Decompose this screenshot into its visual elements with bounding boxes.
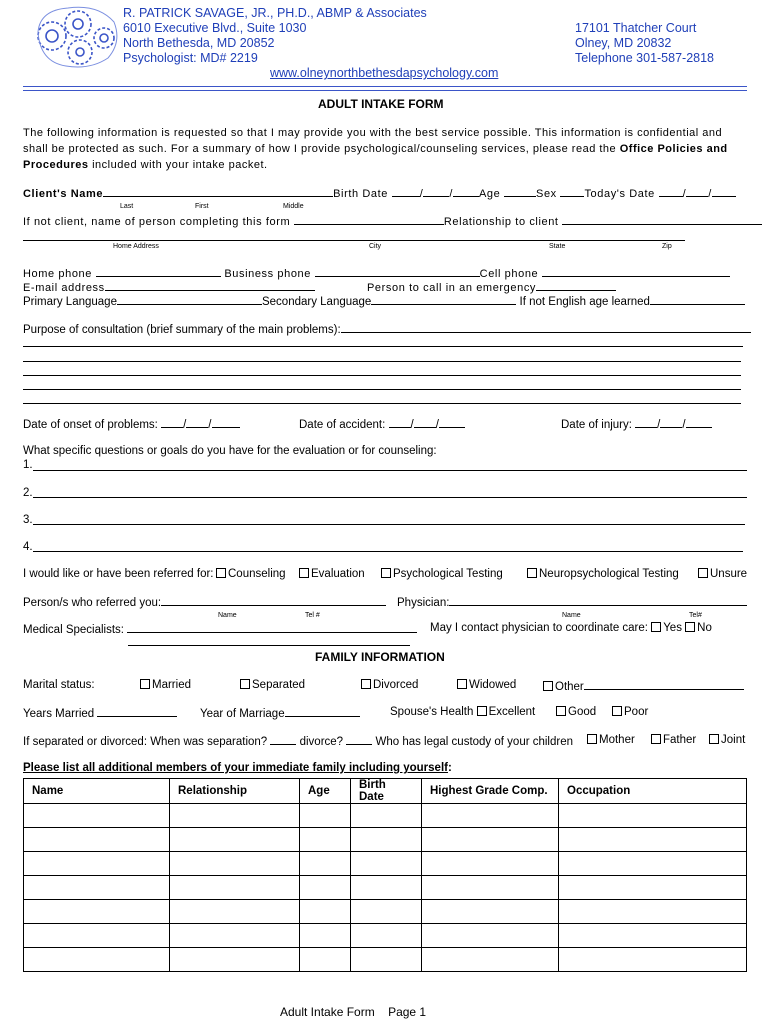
- option-psychological-testing[interactable]: Psychological Testing: [381, 568, 503, 580]
- separation-question: If separated or divorced: When was separation?: [23, 736, 268, 748]
- col-relationship: Relationship: [170, 779, 300, 804]
- sub-first: First: [195, 203, 209, 210]
- referred-by-label: Person/s who referred you:: [23, 597, 162, 609]
- primary-language-label: Primary Language: [23, 296, 117, 308]
- divorce-label: divorce?: [299, 736, 344, 748]
- checkbox-icon[interactable]: [457, 679, 467, 689]
- relationship-label: Relationship to client: [443, 216, 559, 228]
- goal-line-3[interactable]: [33, 524, 745, 525]
- purpose-line-5[interactable]: [23, 403, 741, 404]
- sub-tel: Tel #: [305, 612, 320, 619]
- footer-page-number: Page 1: [388, 1005, 427, 1019]
- checkbox-icon[interactable]: [216, 568, 226, 578]
- checkbox-icon[interactable]: [527, 568, 537, 578]
- table-row[interactable]: [24, 900, 747, 924]
- goal-line-1[interactable]: [33, 470, 747, 471]
- checkbox-icon[interactable]: [709, 734, 719, 744]
- specialists-line-2[interactable]: [128, 645, 410, 646]
- option-poor[interactable]: Poor: [612, 706, 648, 718]
- col-age: Age: [300, 779, 351, 804]
- contact-physician-label: May I contact physician to coordinate care:: [430, 622, 648, 634]
- checkbox-icon[interactable]: [587, 734, 597, 744]
- table-row[interactable]: [24, 804, 747, 828]
- sub-tel-2: Tel#: [689, 612, 702, 619]
- address-line-1: 6010 Executive Blvd., Suite 1030: [123, 21, 307, 35]
- marital-label: Marital status:: [23, 679, 95, 691]
- home-phone-label: Home phone: [23, 268, 92, 280]
- no-option[interactable]: No: [697, 622, 712, 634]
- goal-number-2: 2.: [23, 487, 33, 499]
- checkbox-icon[interactable]: [685, 622, 695, 632]
- custody-label: Who has legal custody of your children: [375, 736, 574, 748]
- checkbox-icon[interactable]: [543, 681, 553, 691]
- sub-home-address: Home Address: [113, 243, 159, 250]
- birth-date-label: Birth Date: [333, 188, 389, 200]
- option-other[interactable]: Other: [543, 679, 744, 693]
- yes-option[interactable]: Yes: [663, 622, 682, 634]
- table-row[interactable]: [24, 948, 747, 972]
- option-mother[interactable]: Mother: [587, 734, 635, 746]
- checkbox-icon[interactable]: [381, 568, 391, 578]
- onset-label: Date of onset of problems:: [23, 419, 158, 431]
- accident-label: Date of accident:: [299, 419, 386, 431]
- footer-form-name: Adult Intake Form: [280, 1005, 375, 1019]
- family-members-table: [23, 778, 747, 972]
- specialists-label: Medical Specialists:: [23, 624, 124, 636]
- emergency-contact-label: Person to call in an emergency: [367, 282, 537, 294]
- clients-name-label: Client's Name: [23, 188, 104, 200]
- sub-zip: Zip: [662, 243, 672, 250]
- table-row[interactable]: [24, 828, 747, 852]
- telephone: Telephone 301-587-2818: [575, 51, 715, 65]
- physician-label: Physician:: [397, 597, 450, 609]
- col-name: Name: [24, 779, 170, 804]
- option-unsure[interactable]: Unsure: [698, 568, 747, 580]
- purpose-label: Purpose of consultation (brief summary of the main problems):: [23, 324, 341, 336]
- option-neuropsychological-testing[interactable]: Neuropsychological Testing: [527, 568, 679, 580]
- sub-middle: Middle: [283, 203, 304, 210]
- goal-number-1: 1.: [23, 459, 33, 471]
- age-learned-label: If not English age learned: [519, 296, 650, 308]
- referral-label: I would like or have been referred for:: [23, 568, 214, 580]
- col-highest-grade: Highest Grade Comp.: [422, 779, 559, 804]
- excellent-option[interactable]: Excellent: [488, 706, 536, 718]
- option-widowed[interactable]: Widowed: [457, 679, 516, 691]
- sub-city: City: [369, 243, 382, 250]
- years-married-label: Years Married: [23, 708, 95, 720]
- address-line[interactable]: [23, 240, 685, 241]
- option-joint[interactable]: Joint: [709, 734, 745, 746]
- table-row[interactable]: [24, 876, 747, 900]
- goal-line-4[interactable]: [33, 551, 743, 552]
- checkbox-icon[interactable]: [612, 706, 622, 716]
- not-client-label: If not client, name of person completing this form: [23, 216, 291, 228]
- injury-label: Date of injury:: [561, 419, 632, 431]
- goal-number-3: 3.: [23, 514, 33, 526]
- checkbox-icon[interactable]: [651, 622, 661, 632]
- business-phone-label: Business phone: [224, 268, 311, 280]
- checkbox-icon[interactable]: [556, 706, 566, 716]
- checkbox-icon[interactable]: [140, 679, 150, 689]
- checkbox-icon[interactable]: [698, 568, 708, 578]
- purpose-line-4[interactable]: [23, 389, 741, 390]
- family-heading: FAMILY INFORMATION: [315, 650, 445, 664]
- option-evaluation[interactable]: Evaluation: [299, 568, 365, 580]
- checkbox-icon[interactable]: [477, 706, 487, 716]
- form-title: ADULT INTAKE FORM: [318, 97, 444, 111]
- intro-paragraph: The following information is requested so that I may provide you with the best service possible. This information is confidential and shall be protected as such. For a summary of how I provide psychological/counseling services, please read the Office Policies and Procedures included with your intake packet.: [23, 127, 728, 171]
- sex-label: Sex: [536, 188, 557, 200]
- goals-label: What specific questions or goals do you have for the evaluation or for counseling:: [23, 445, 437, 457]
- sub-name-2: Name: [562, 612, 581, 619]
- option-good[interactable]: Good: [556, 706, 596, 718]
- option-father[interactable]: Father: [651, 734, 696, 746]
- checkbox-icon[interactable]: [240, 679, 250, 689]
- table-row[interactable]: [24, 852, 747, 876]
- brain-gears-logo: [30, 2, 122, 70]
- table-row[interactable]: [24, 924, 747, 948]
- table-header-row: [24, 779, 747, 804]
- sub-state: State: [549, 243, 566, 250]
- purpose-line-2[interactable]: [23, 361, 741, 362]
- option-married[interactable]: Married: [140, 679, 191, 691]
- sub-last: Last: [120, 203, 134, 210]
- address-line-2: 17101 Thatcher Court: [575, 21, 697, 35]
- purpose-line-3[interactable]: [23, 375, 741, 376]
- license-number: Psychologist: MD# 2219: [123, 51, 258, 65]
- year-of-marriage-label: Year of Marriage: [200, 708, 285, 720]
- secondary-language-label: Secondary Language: [261, 296, 372, 308]
- spouse-health-label: Spouse's Health: [390, 706, 474, 718]
- col-occupation: Occupation: [559, 779, 747, 804]
- goal-number-4: 4.: [23, 541, 33, 553]
- city-state-2: Olney, MD 20832: [575, 36, 672, 50]
- website-link[interactable]: www.olneynorthbethesdapsychology.com: [270, 66, 499, 80]
- option-counseling[interactable]: Counseling: [216, 568, 286, 580]
- option-separated[interactable]: Separated: [240, 679, 305, 691]
- checkbox-icon[interactable]: [299, 568, 309, 578]
- cell-phone-label: Cell phone: [479, 268, 539, 280]
- goal-line-2[interactable]: [33, 497, 747, 498]
- col-birth-date: Birth Date: [351, 779, 422, 804]
- city-state-1: North Bethesda, MD 20852: [123, 36, 275, 50]
- checkbox-icon[interactable]: [361, 679, 371, 689]
- family-list-prompt: Please list all additional members of your immediate family including yourself:: [23, 762, 452, 774]
- option-divorced[interactable]: Divorced: [361, 679, 418, 691]
- header-divider: [23, 86, 747, 91]
- practice-name: R. PATRICK SAVAGE, JR., PH.D., ABMP & Associates: [123, 6, 427, 20]
- checkbox-icon[interactable]: [651, 734, 661, 744]
- sub-name: Name: [218, 612, 237, 619]
- todays-date-label: Today's Date: [584, 188, 655, 200]
- age-label: Age: [479, 188, 501, 200]
- email-label: E-mail address: [23, 282, 105, 294]
- purpose-line-1[interactable]: [23, 346, 743, 347]
